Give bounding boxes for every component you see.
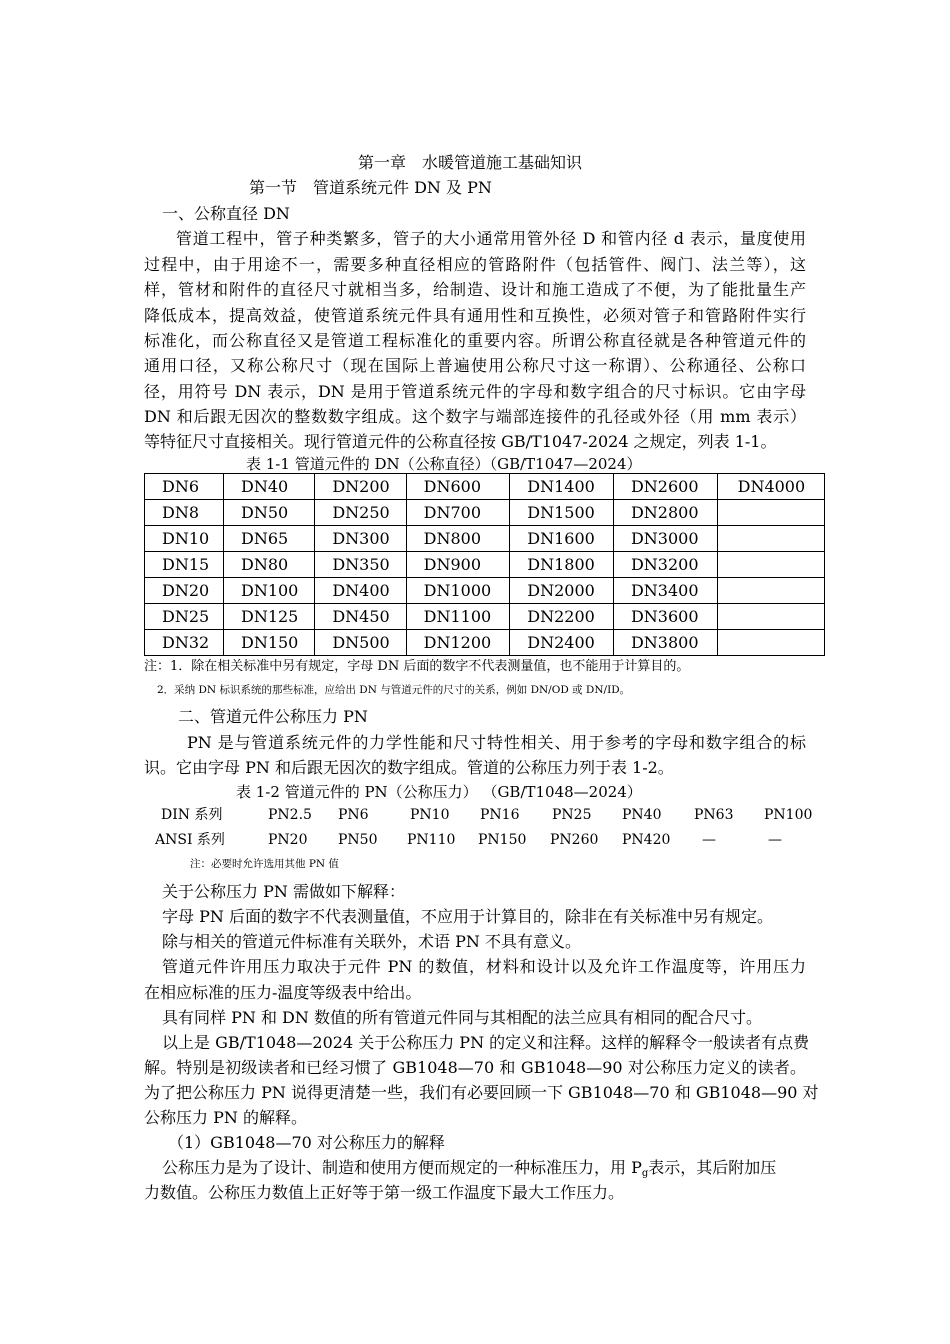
table-row — [145, 578, 825, 604]
table-cell: DN400 — [315, 578, 406, 604]
para3-line: 为了把公称压力 PN 说得更清楚一些，我们有必要回顾一下 GB1048—70 和 GB1048—90 对 — [144, 1083, 819, 1102]
pn-cell: PN10 — [410, 807, 450, 823]
pn-cell: — — [702, 832, 716, 848]
pn-cell: PN50 — [338, 832, 378, 848]
heading-dn: 一、公称直径 DN — [162, 204, 290, 223]
table-row — [145, 552, 825, 578]
table-cell: DN200 — [315, 474, 406, 500]
para1-line: 过程中，由于用途不一，需要多种直径相应的管路附件（包括管件、阀门、法兰等），这 — [144, 255, 806, 274]
subheading: （1）GB1048—70 对公称压力的解释 — [168, 1133, 445, 1152]
table-cell: DN100 — [223, 578, 314, 604]
dn-table — [144, 473, 825, 656]
table-cell: DN1600 — [510, 526, 614, 552]
table-cell: DN450 — [315, 604, 406, 630]
table-cell: DN3000 — [613, 526, 717, 552]
para1-line: 样，管材和附件的直径尺寸就相当多，给制造、设计和施工造成了不便，为了能批量生产 — [144, 280, 806, 299]
para4-line: 力数值。公称压力数值上正好等于第一级工作温度下最大工作压力。 — [144, 1183, 625, 1202]
pn-cell: PN16 — [480, 807, 520, 823]
para1-line: 管道工程中，管子种类繁多，管子的大小通常用管外径 D 和管内径 d 表示，量度使用 — [176, 229, 806, 248]
table-cell: DN25 — [145, 604, 224, 630]
para1-line: 等特征尺寸直接相关。现行管道元件的公称直径按 GB/T1047-2024 之规定，列表 1-1。 — [144, 432, 777, 451]
pn-point: 字母 PN 后面的数字不代表测量值，不应用于计算目的，除非在有关标准中另有规定。 — [162, 907, 773, 926]
table-cell: DN800 — [406, 526, 510, 552]
table2-caption: 表 1-2 管道元件的 PN（公称压力） （GB/T1048—2024） — [236, 783, 642, 801]
para3-line: 解。特别是初级读者和已经习惯了 GB1048—70 和 GB1048—90 对公称压力定义的读者。 — [144, 1058, 806, 1077]
table-cell — [717, 578, 824, 604]
table-cell: DN1400 — [510, 474, 614, 500]
pn-cell: PN25 — [552, 807, 592, 823]
table-cell: DN32 — [145, 630, 224, 656]
para1-line: 通用口径，又称公称尺寸（现在国际上普遍使用公称尺寸这一称谓）、公称通径、公称口 — [144, 356, 806, 375]
table-cell: DN2000 — [510, 578, 614, 604]
table-row — [145, 474, 825, 500]
table-cell: DN3800 — [613, 630, 717, 656]
table-row — [145, 604, 825, 630]
table2-note: 注：必要时允许选用其他 PN 值 — [190, 858, 339, 870]
pn-intro: 关于公称压力 PN 需做如下解释： — [162, 882, 405, 901]
table-cell: DN50 — [223, 500, 314, 526]
pn-cell: — — [768, 832, 782, 848]
table-cell: DN10 — [145, 526, 224, 552]
table-cell: DN80 — [223, 552, 314, 578]
table-cell: DN1100 — [406, 604, 510, 630]
pn-point: 在相应标准的压力-温度等级表中给出。 — [144, 983, 422, 1002]
table-cell — [717, 500, 824, 526]
table-cell: DN2400 — [510, 630, 614, 656]
table-cell: DN1000 — [406, 578, 510, 604]
para4-subscript: g — [641, 1168, 649, 1179]
table1-note: 2．采纳 DN 标识系统的那些标准，应给出 DN 与管道元件的尺寸的关系，例如 DN/OD 或 DN/ID。 — [157, 684, 631, 696]
para1-line: 径，用符号 DN 表示，DN 是用于管道系统元件的字母和数字组合的尺寸标识。它由字母 — [144, 382, 806, 401]
table-cell: DN40 — [223, 474, 314, 500]
pn-cell: PN420 — [622, 832, 671, 848]
table-cell: DN700 — [406, 500, 510, 526]
para3-line: 公称压力 PN 的解释。 — [144, 1108, 307, 1127]
table-cell: DN300 — [315, 526, 406, 552]
table-cell: DN20 — [145, 578, 224, 604]
pn-point: 除与相关的管道元件标准有关联外，术语 PN 不具有意义。 — [162, 932, 581, 951]
table-cell: DN1800 — [510, 552, 614, 578]
section-title: 第一节 管道系统元件 DN 及 PN — [249, 178, 492, 197]
para2-line: 识。它由字母 PN 和后跟无因次的数字组成。管道的公称压力列于表 1-2。 — [144, 758, 674, 777]
pn-cell: PN40 — [622, 807, 662, 823]
table-cell: DN65 — [223, 526, 314, 552]
pn-cell: PN150 — [478, 832, 527, 848]
pn-table-row — [0, 806, 950, 826]
table-cell: DN500 — [315, 630, 406, 656]
table-cell — [717, 552, 824, 578]
table-cell: DN6 — [145, 474, 224, 500]
heading-pn: 二、管道元件公称压力 PN — [178, 707, 368, 726]
table-cell: DN900 — [406, 552, 510, 578]
table-cell — [717, 604, 824, 630]
table-cell: DN250 — [315, 500, 406, 526]
table-cell: DN3600 — [613, 604, 717, 630]
para1-line: 标准化，而公称直径又是管道工程标准化的重要内容。所谓公称直径就是各种管道元件的 — [144, 331, 806, 350]
table1-caption: 表 1-1 管道元件的 DN（公称直径）（GB/T1047—2024） — [246, 455, 642, 473]
pn-cell: ANSI 系列 — [155, 832, 225, 848]
para4-text: 表示，其后附加压 — [648, 1158, 777, 1177]
chapter-title: 第一章 水暖管道施工基础知识 — [358, 153, 583, 172]
para4-line — [162, 1158, 806, 1184]
pn-cell: PN110 — [407, 832, 456, 848]
table-row — [145, 630, 825, 656]
pn-cell: PN100 — [764, 807, 813, 823]
pn-table-row — [0, 831, 950, 851]
table-row — [145, 500, 825, 526]
para1-line: DN 和后跟无因次的整数数字组成。这个数字与端部连接件的孔径或外径（用 mm 表示） — [144, 407, 806, 426]
table1-note: 注：1．除在相关标准中另有规定，字母 DN 后面的数字不代表测量值，也不能用于计算目的。 — [144, 659, 690, 674]
table-cell: DN1200 — [406, 630, 510, 656]
table-cell — [717, 526, 824, 552]
para3-line: 以上是 GB/T1048—2024 关于公称压力 PN 的定义和注释。这样的解释令一般读者有点费 — [162, 1033, 810, 1052]
pn-cell: PN260 — [550, 832, 599, 848]
table-cell: DN15 — [145, 552, 224, 578]
table-cell — [717, 630, 824, 656]
table-cell: DN3200 — [613, 552, 717, 578]
pn-cell: PN2.5 — [268, 807, 312, 823]
pn-point: 具有同样 PN 和 DN 数值的所有管道元件同与其相配的法兰应具有相同的配合尺寸。 — [162, 1008, 762, 1027]
table-cell: DN600 — [406, 474, 510, 500]
table-cell: DN1500 — [510, 500, 614, 526]
table-cell: DN150 — [223, 630, 314, 656]
pn-cell: PN20 — [268, 832, 308, 848]
pn-cell: PN63 — [694, 807, 734, 823]
para1-line: 降低成本，提高效益，使管道系统元件具有通用性和互换性，必须对管子和管路附件实行 — [144, 306, 806, 325]
table-cell: DN2800 — [613, 500, 717, 526]
table-row — [145, 526, 825, 552]
pn-cell: PN6 — [338, 807, 369, 823]
table-cell: DN350 — [315, 552, 406, 578]
table-cell: DN3400 — [613, 578, 717, 604]
pn-cell: DIN 系列 — [161, 807, 223, 823]
table-cell: DN125 — [223, 604, 314, 630]
pn-point: 管道元件许用压力取决于元件 PN 的数值，材料和设计以及允许工作温度等，许用压力 — [162, 957, 806, 976]
para2-line: PN 是与管道系统元件的力学性能和尺寸特性相关、用于参考的字母和数字组合的标 — [187, 733, 806, 752]
table-cell: DN4000 — [717, 474, 824, 500]
table-cell: DN2600 — [613, 474, 717, 500]
table-cell: DN8 — [145, 500, 224, 526]
table-cell: DN2200 — [510, 604, 614, 630]
para4-text: 公称压力是为了设计、制造和使用方便而规定的一种标准压力，用 P — [162, 1158, 642, 1177]
